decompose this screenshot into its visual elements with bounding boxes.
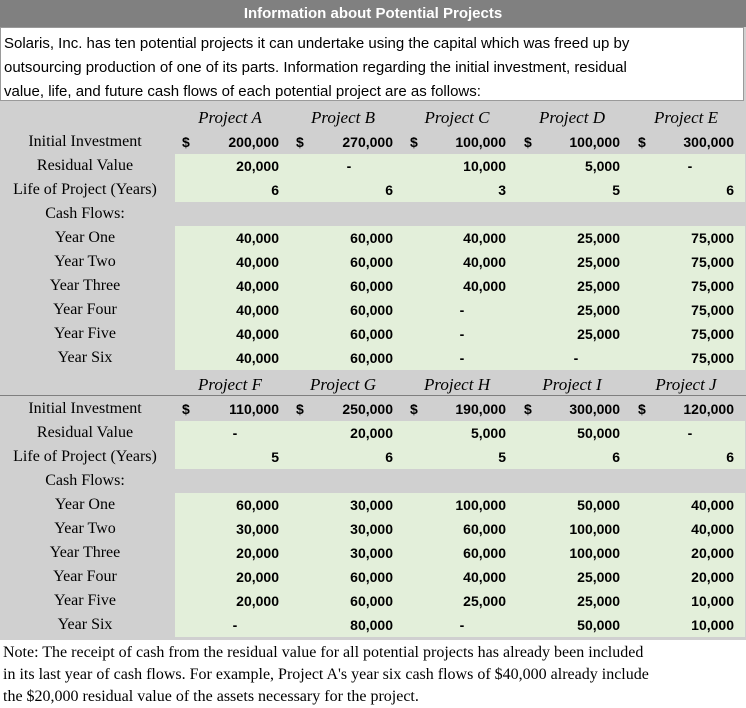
value-cell: 50,000 [577, 425, 620, 441]
value-cell: 10,000 [463, 158, 506, 174]
row-label: Year Two [54, 520, 116, 537]
value-cell: 190,000 [455, 401, 506, 417]
value-cell: 75,000 [691, 254, 734, 270]
currency-symbol: $ [182, 134, 190, 150]
table-row [0, 298, 746, 322]
value-cell: 100,000 [455, 497, 506, 513]
intro-line: value, life, and future cash flows of each potential project are as follows: [4, 83, 481, 100]
table-row [0, 322, 746, 346]
value-cell: 25,000 [577, 230, 620, 246]
row-label: Year Five [54, 592, 116, 609]
value-cell: 25,000 [577, 278, 620, 294]
value-cell: 60,000 [463, 521, 506, 537]
row-label: Residual Value [36, 424, 134, 441]
value-cell: - [687, 425, 693, 441]
table-row [0, 445, 746, 469]
value-cell: 30,000 [350, 545, 393, 561]
value-cell: 40,000 [236, 350, 279, 366]
table-row [0, 250, 746, 274]
intro-line: outsourcing production of one of its parts. Information regarding the initial investment, residual [4, 59, 627, 76]
table-row [0, 565, 746, 589]
value-cell: - [346, 158, 352, 174]
currency-symbol: $ [410, 134, 418, 150]
note-line: the $20,000 residual value of the assets necessary for the project. [3, 688, 419, 705]
value-cell: 40,000 [463, 278, 506, 294]
table-row [0, 517, 746, 541]
project-header: Project D [539, 108, 605, 127]
row-label: Cash Flows: [45, 205, 125, 222]
value-cell: - [232, 617, 238, 633]
row-label: Year Five [54, 325, 116, 342]
value-cell: 40,000 [463, 569, 506, 585]
value-cell: - [232, 425, 238, 441]
project-header: Project F [197, 375, 263, 394]
currency-symbol: $ [524, 134, 532, 150]
value-cell: 5 [271, 449, 279, 465]
value-cell: 20,000 [236, 593, 279, 609]
value-cell: 75,000 [691, 326, 734, 342]
value-cell: - [687, 158, 693, 174]
note-line: in its last year of cash flows. For example, Project A's year six cash flows of $40,000 already include [3, 666, 649, 683]
currency-symbol: $ [638, 401, 646, 417]
value-cell: 3 [498, 182, 506, 198]
value-cell: 300,000 [683, 134, 734, 150]
value-cell: 25,000 [577, 593, 620, 609]
value-cell: 5,000 [584, 158, 620, 174]
value-cell: 100,000 [569, 134, 620, 150]
value-cell: 60,000 [350, 350, 393, 366]
value-cell: 60,000 [236, 497, 279, 513]
value-cell: 75,000 [691, 302, 734, 318]
value-cell: 300,000 [569, 401, 620, 417]
value-cell: 60,000 [350, 593, 393, 609]
value-cell: 40,000 [236, 254, 279, 270]
table-row [0, 154, 746, 178]
value-cell: 30,000 [236, 521, 279, 537]
row-label: Year Three [49, 277, 121, 294]
row-label: Year Four [53, 301, 117, 318]
value-cell: 40,000 [236, 230, 279, 246]
value-cell: - [459, 617, 465, 633]
value-cell: 5 [498, 449, 506, 465]
value-cell: 6 [726, 449, 734, 465]
value-cell: 100,000 [455, 134, 506, 150]
value-cell: - [459, 302, 465, 318]
value-cell: 20,000 [350, 425, 393, 441]
page-title: Information about Potential Projects [0, 0, 746, 27]
table-row [0, 589, 746, 613]
table-row [0, 178, 746, 202]
table-row [0, 493, 746, 517]
note-line: Note: The receipt of cash from the residual value for all potential projects has already been included [3, 644, 644, 661]
value-cell: 75,000 [691, 278, 734, 294]
table-row [0, 226, 746, 250]
value-cell: 120,000 [683, 401, 734, 417]
row-label: Year Six [57, 616, 113, 633]
value-cell: - [459, 350, 465, 366]
value-cell: 6 [726, 182, 734, 198]
value-cell: 20,000 [691, 569, 734, 585]
value-cell: 40,000 [236, 278, 279, 294]
value-cell: 6 [612, 449, 620, 465]
project-header: Project J [655, 375, 717, 394]
value-cell: 25,000 [577, 326, 620, 342]
table-row [0, 397, 746, 421]
value-cell: 20,000 [236, 569, 279, 585]
row-label: Year Two [54, 253, 116, 270]
project-header: Project E [653, 108, 719, 127]
table-row [0, 274, 746, 298]
value-cell: 20,000 [236, 158, 279, 174]
value-cell: 75,000 [691, 230, 734, 246]
value-cell: 50,000 [577, 617, 620, 633]
value-cell: 50,000 [577, 497, 620, 513]
row-label: Initial Investment [28, 133, 142, 150]
currency-symbol: $ [410, 401, 418, 417]
value-cell: 20,000 [236, 545, 279, 561]
table-row [0, 202, 746, 226]
value-cell: 6 [271, 182, 279, 198]
table-row [0, 106, 746, 130]
row-label: Year One [54, 229, 116, 246]
value-cell: 100,000 [569, 521, 620, 537]
value-cell: 25,000 [577, 302, 620, 318]
table-row [0, 469, 746, 493]
table-row [0, 421, 746, 445]
project-header: Project H [424, 375, 490, 394]
value-cell: 30,000 [350, 497, 393, 513]
value-cell: 60,000 [350, 302, 393, 318]
value-cell: 60,000 [350, 230, 393, 246]
value-cell: 40,000 [236, 326, 279, 342]
value-cell: 5 [612, 182, 620, 198]
value-cell: 5,000 [470, 425, 506, 441]
value-cell: 30,000 [350, 521, 393, 537]
value-cell: 40,000 [463, 230, 506, 246]
currency-symbol: $ [524, 401, 532, 417]
table-row [0, 346, 746, 370]
row-label: Life of Project (Years) [13, 181, 157, 198]
value-cell: 60,000 [350, 569, 393, 585]
value-cell: 200,000 [228, 134, 279, 150]
row-label: Year Three [49, 544, 121, 561]
value-cell: 25,000 [463, 593, 506, 609]
value-cell: - [459, 326, 465, 342]
value-cell: 20,000 [691, 545, 734, 561]
value-cell: 10,000 [691, 593, 734, 609]
currency-symbol: $ [296, 401, 304, 417]
value-cell: 10,000 [691, 617, 734, 633]
value-cell: - [573, 350, 579, 366]
footnote [0, 640, 746, 708]
value-cell: 60,000 [350, 326, 393, 342]
project-header: Project A [198, 108, 262, 127]
currency-symbol: $ [296, 134, 304, 150]
value-cell: 40,000 [463, 254, 506, 270]
value-cell: 75,000 [691, 350, 734, 366]
row-label: Year Four [53, 568, 117, 585]
table-row [0, 130, 746, 154]
value-cell: 270,000 [342, 134, 393, 150]
value-cell: 250,000 [342, 401, 393, 417]
row-label: Year One [54, 496, 116, 513]
value-cell: 110,000 [229, 401, 279, 417]
project-header: Project B [310, 108, 376, 127]
currency-symbol: $ [638, 134, 646, 150]
value-cell: 25,000 [577, 254, 620, 270]
intro-text [0, 27, 744, 101]
value-cell: 40,000 [691, 521, 734, 537]
value-cell: 6 [385, 449, 393, 465]
project-header: Project G [310, 375, 376, 394]
value-cell: 60,000 [350, 254, 393, 270]
table-row [0, 373, 746, 397]
currency-symbol: $ [182, 401, 190, 417]
row-label: Life of Project (Years) [13, 448, 157, 465]
value-cell: 40,000 [236, 302, 279, 318]
row-label: Cash Flows: [45, 472, 125, 489]
value-cell: 100,000 [569, 545, 620, 561]
project-header: Project C [424, 108, 490, 127]
table-row [0, 541, 746, 565]
row-label: Year Six [57, 349, 113, 366]
value-cell: 60,000 [463, 545, 506, 561]
value-cell: 60,000 [350, 278, 393, 294]
intro-line: Solaris, Inc. has ten potential projects it can undertake using the capital which was freed up by [4, 35, 630, 52]
row-label: Initial Investment [28, 400, 142, 417]
row-label: Residual Value [36, 157, 134, 174]
value-cell: 40,000 [691, 497, 734, 513]
value-cell: 80,000 [350, 617, 393, 633]
project-header: Project I [542, 375, 602, 394]
value-cell: 25,000 [577, 569, 620, 585]
value-cell: 6 [385, 182, 393, 198]
table-row [0, 613, 746, 637]
